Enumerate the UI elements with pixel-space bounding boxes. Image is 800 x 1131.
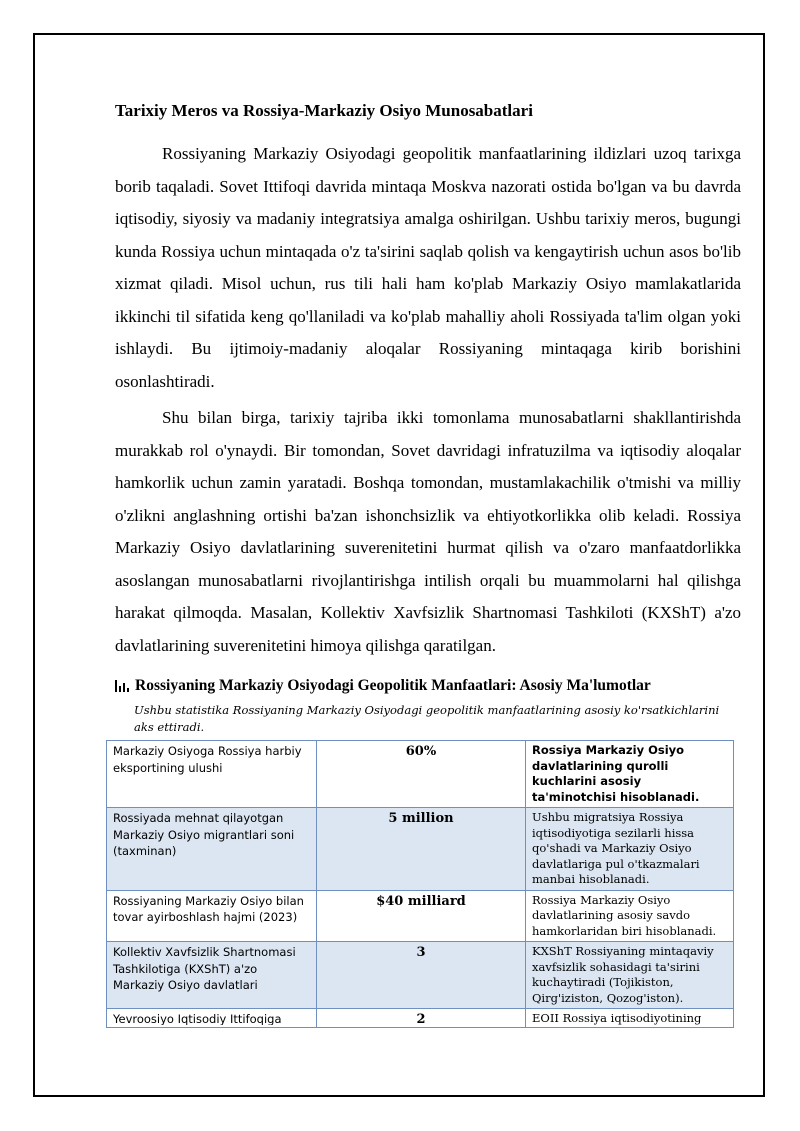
row-label: Markaziy Osiyoga Rossiya harbiy eksportining ulushi [107,741,317,808]
row-label-text: Yevroosiyo Iqtisodiy Ittifoqiga [113,1012,282,1025]
table-row [107,942,734,1009]
row-description [526,1009,734,1028]
row-value-text: 2 [416,1012,426,1025]
paragraph-1: Rossiyaning Markaziy Osiyodagi geopolitik manfaatlarining ildizlari uzoq tarixga borib taqaladi. Sovet Ittifoqi davrida mintaqa Moskva nazorati ostida bo'lgan va bu davrda iqtisodiy, siyosiy va madaniy integratsiya amalga oshirilgan. Ushbu tarixiy meros, bugungi kunda Rossiya uchun mintaqada o'z ta'sirini saqlab qolish va kengaytirish uchun asos bo'lib xizmat qiladi. Misol uchun, rus tili hali ham ko'plab Markaziy Osiyo mamlakatlarida ikkinchi til sifatida keng qo'llaniladi va ko'plab mahalliy aholi Rossiyada ta'lim olgan yoki ishlaydi. Bu ijtimoiy-madaniy aloqalar Rossiyaning mintaqaga kirib borishini osonlashtiradi. [115,144,741,391]
table-title [115,674,741,698]
table-title-text: Rossiyaning Markaziy Osiyodagi Geopolitik Manfaatlari: Asosiy Ma'lumotlar [135,677,651,694]
row-value: 3 [317,942,526,1009]
paragraph-2: Shu bilan birga, tarixiy tajriba ikki tomonlama munosabatlarni shakllantirishda murakkab rol o'ynaydi. Bir tomondan, Sovet davridagi infratuzilma va iqtisodiy aloqalar hamkorlik uchun zamin yaratadi. Boshqa tomondan, mustamlakachilik o'tmishi va milliy o'zlikni anglashning ortishi ba'zan ishonchsizlik va ehtiyotkorlikka olib keladi. Rossiya Markaziy Osiyo davlatlarining suverenitetini hurmat qilish va o'zaro manfaatdorlikka asoslangan munosabatlarni rivojlantirishga intilish orqali bu muammolarni hal qilishga harakat qilmoqda. Masalan, Kollektiv Xavfsizlik Shartnomasi Tashkiloti (KXShT) a'zo davlatlarining suverenitetini himoya qilishga qaratilgan. [115,408,741,655]
table-row [107,741,734,808]
table-row [107,808,734,891]
table-row [107,890,734,942]
row-label: Rossiyaning Markaziy Osiyo bilan tovar ayirboshlash hajmi (2023) [107,890,317,942]
row-description: Rossiya Markaziy Osiyo davlatlarining asosiy savdo hamkorlaridan biri hisoblanadi. [526,890,734,942]
bar-chart-icon [115,680,129,692]
row-label: Rossiyada mehnat qilayotgan Markaziy Osiyo migrantlari soni (taxminan) [107,808,317,891]
stats-table [106,740,734,1028]
row-description: Rossiya Markaziy Osiyo davlatlarining qurolli kuchlarini asosiy ta'minotchisi hisoblanadi. [526,741,734,808]
row-label [107,1009,317,1028]
row-description: Ushbu migratsiya Rossiya iqtisodiyotiga sezilarli hissa qo'shadi va Markaziy Osiyo davlatlariga pul o'tkazmalari manbai hisoblanadi. [526,808,734,891]
row-description: KXShT Rossiyaning mintaqaviy xavfsizlik sohasidagi ta'sirini kuchaytiradi (Tojikiston, Qirg'iziston, Qozog'iston). [526,942,734,1009]
table-row [107,1009,734,1028]
table-caption: Ushbu statistika Rossiyaning Markaziy Osiyodagi geopolitik manfaatlarining asosiy ko'rsatkichlarini aks ettiradi. [134,703,720,734]
row-description-text: EOII Rossiya iqtisodiyotining [532,1011,702,1025]
row-value: 60% [317,741,526,808]
row-value: $40 milliard [317,890,526,942]
row-value [317,1009,526,1028]
row-value: 5 million [317,808,526,891]
section-heading: Tarixiy Meros va Rossiya-Markaziy Osiyo Munosabatlari [115,101,533,120]
row-label: Kollektiv Xavfsizlik Shartnomasi Tashkilotiga (KXShT) a'zo Markaziy Osiyo davlatlari [107,942,317,1009]
document-body [115,98,741,1028]
